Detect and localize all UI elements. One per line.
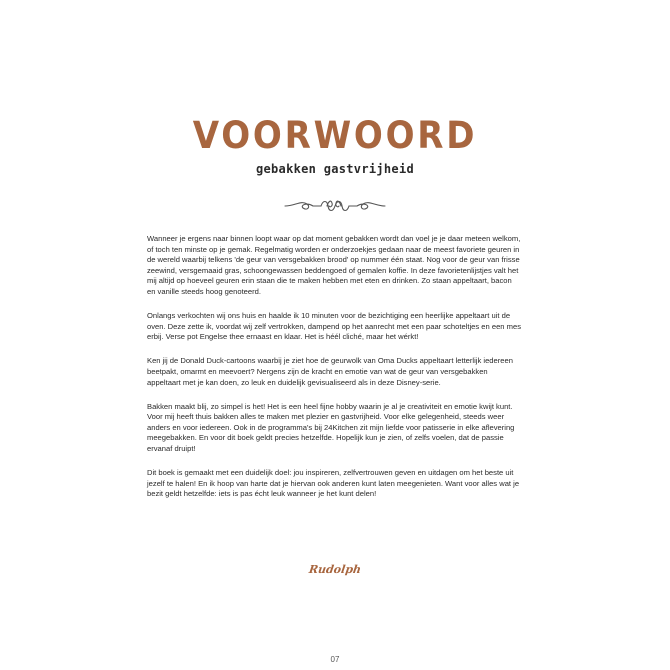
page-number: 07 <box>330 655 340 664</box>
paragraph: Onlangs verkochten wij ons huis en haalde ik 10 minuten voor de bezichtiging een heerlijke appeltaart uit de oven. Deze zette ik, voordat wij zelf vertrokken, dampend op het aanrecht met een paar schoteltjes en een mes erbij. Verse pot Engelse thee ernaast en klaar. Het is héél cliché, maar het wérkt! <box>147 311 521 342</box>
page-subtitle: gebakken gastvrijheid <box>255 162 415 176</box>
page-title: VOORWOORD <box>192 114 478 157</box>
paragraph: Dit boek is gemaakt met een duidelijk doel: jou inspireren, zelfvertrouwen geven en uitdagen om het beste uit jezelf te halen! En ik hoop van harte dat je hiervan ook anderen kunt laten meegenieten. Want voor alles wat je bezit geldt hetzelfde: iets is pas écht leuk wanneer je het kunt delen! <box>147 468 520 499</box>
foreword-body <box>147 234 521 513</box>
paragraph: Bakken maakt blij, zo simpel is het! Het is een heel fijne hobby waarin je al je creativiteit en emotie kwijt kunt. Voor mij heeft thuis bakken alles te maken met plezier en gastvrijheid. Voor elke gelegenheid, steeds weer anders en voor iedereen. Ook in de programma's bij 24Kitchen zit mijn liefde voor patisserie in elke aflevering meegebakken. En voor dit boek geldt precies hetzelfde. Hopelijk kun je zien, of zelfs voelen, dat de passie ervanaf druipt! <box>147 401 515 453</box>
author-signature: Rudolph <box>308 563 362 576</box>
paragraph: Ken jij de Donald Duck-cartoons waarbij je ziet hoe de geurwolk van Oma Ducks appeltaart letterlijk iedereen beetpakt, omarmt en meevoert? Nergens zijn de kracht en emotie van wat de geur van versgebakken appeltaart met je kan doen, zo leuk en duidelijk gevisualiseerd als in deze Disney-serie. <box>147 356 513 387</box>
paragraph: Wanneer je ergens naar binnen loopt waar op dat moment gebakken wordt dan voel je je daar meteen welkom, of toch ten minste op je gemak. Regelmatig worden er onderzoekjes gedaan naar de meest favoriete geuren in de wereld waarbij telkens 'de geur van versgebakken brood' op nummer één staat. Nog voor de geur van frisse zeewind, versgemaaid gras, schoongewassen beddengoed of gemalen koffie. In deze favorietenlijstjes valt het mij altijd op hoeveel geuren erin staan die te maken hebben met eten en drinken. Zo staan appeltaart, bacon en vanille steeds hoog genoteerd. <box>147 234 521 296</box>
flourish-divider-icon <box>283 196 387 216</box>
